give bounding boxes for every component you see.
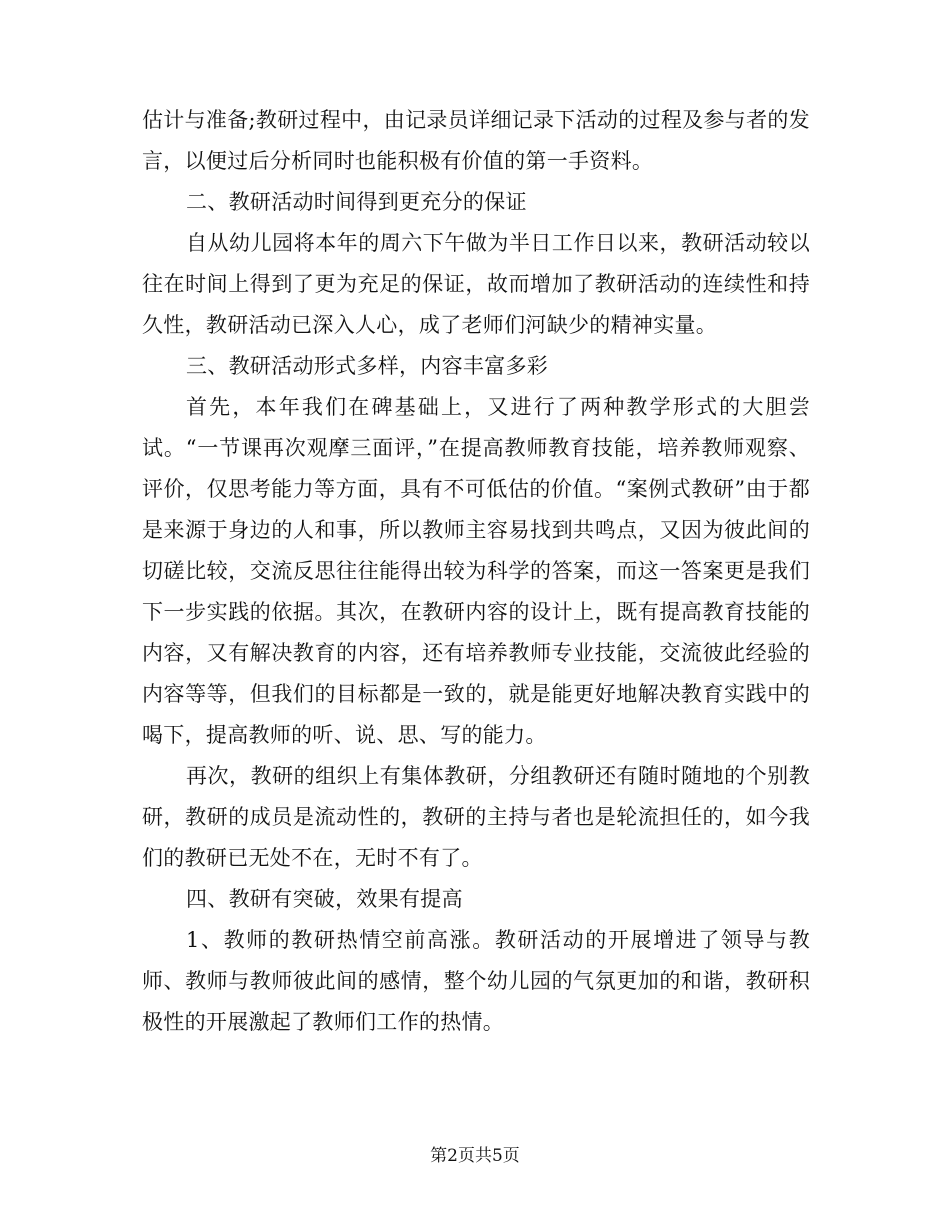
paragraph: 估计与准备;教研过程中，由记录员详细记录下活动的过程及参与者的发言，以便过后分析同时也能积极有价值的第一手资料。	[142, 108, 810, 173]
section-heading: 三、教研活动形式多样，内容丰富多彩	[186, 354, 549, 378]
page-footer	[0, 1144, 950, 1168]
paragraph: 首先，本年我们在碑基础上，又进行了两种教学形式的大胆尝试。“一节课再次观摩三面评，”在提高教师教育技能，培养教师观察、评价，仅思考能力等方面，具有不可低估的价值。“案例式教研”由于都是来源于身边的人和事，所以教师主容易找到共鸣点，又因为彼此间的切磋比较，交流反思往往能得出较为科学的答案，而这一答案更是我们下一步实践的依据。其次，在教研内容的设计上，既有提高教育技能的内容，又有解决教育的内容，还有培养教师专业技能，交流彼此经验的内容等等，但我们的目标都是一致的，就是能更好地解决教育实践中的喝下，提高教师的听、说、思、写的能力。	[142, 395, 810, 747]
document-body	[142, 100, 810, 1043]
section-heading: 四、教研有突破，效果有提高	[186, 887, 463, 911]
paragraph: 自从幼儿园将本年的周六下午做为半日工作日以来，教研活动较以往在时间上得到了更为充足的保证，故而增加了教研活动的连续性和持久性，教研活动已深入人心，成了老师们河缺少的精神实量。	[142, 231, 810, 337]
page-number-label: 第2页共5页	[430, 1146, 520, 1166]
paragraph: 1、教师的教研热情空前高涨。教研活动的开展增进了领导与教师、教师与教师彼此间的感情，整个幼儿园的气氛更加的和谐，教研积极性的开展激起了教师们工作的热情。	[142, 928, 810, 1034]
section-heading: 二、教研活动时间得到更充分的保证	[186, 190, 527, 214]
paragraph: 再次，教研的组织上有集体教研，分组教研还有随时随地的个别教研，教研的成员是流动性的，教研的主持与者也是轮流担任的，如今我们的教研已无处不在，无时不有了。	[142, 764, 810, 870]
